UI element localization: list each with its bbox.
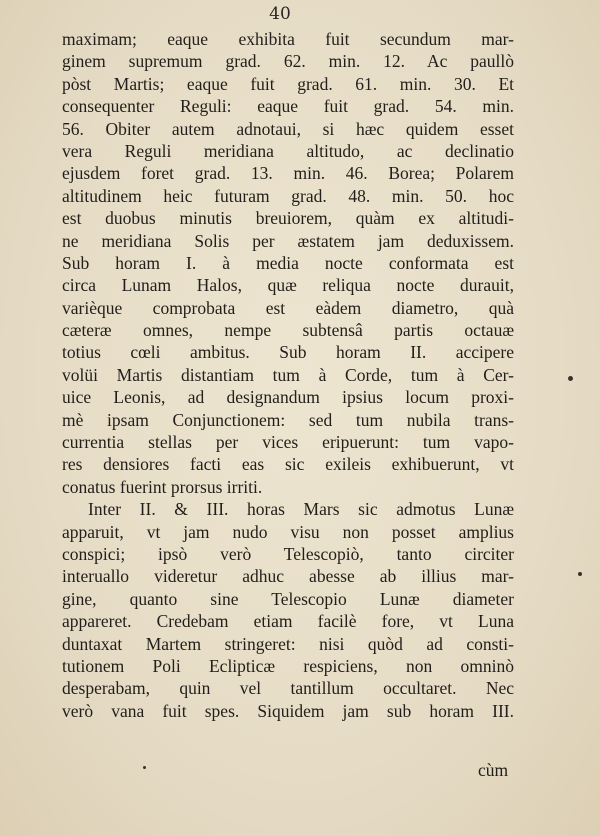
text-line: verò vana fuit spes. Siquidem jam sub horam III.: [62, 700, 514, 721]
ink-speck: [143, 766, 146, 769]
text-line: cæteræ omnes, nempe subtensâ partis octauæ: [62, 320, 514, 341]
text-line: pòst Martis; eaque fuit grad. 61. min. 30. Et: [62, 73, 514, 94]
text-line: Inter II. & III. horas Mars sic admotus Lunæ: [88, 499, 514, 520]
catchword: cùm: [478, 760, 509, 780]
text-line: conspici; ipsò verò Telescopiò, tanto circiter: [62, 543, 514, 564]
text-line: altitudinem heic futuram grad. 48. min. 50. hoc: [62, 185, 514, 206]
text-line: volüi Martis distantiam tum à Corde, tum à Cer-: [62, 364, 514, 385]
text-line: res densiores facti eas sic exileis exhibuerunt, vt: [62, 454, 514, 475]
text-line: duntaxat Martem stringeret: nisi quòd ad consti-: [62, 633, 514, 654]
page-number: 40: [269, 4, 291, 24]
ink-speck: [568, 376, 573, 381]
text-line: totius cœli ambitus. Sub horam II. accipere: [62, 342, 514, 363]
text-line: ne meridiana Solis per æstatem jam deduxissem.: [62, 230, 514, 251]
text-line: gine, quanto sine Telescopio Lunæ diameter: [62, 588, 514, 609]
text-line: vera Reguli meridiana altitudo, ac declinatio: [62, 140, 514, 161]
text-line: conatus fuerint prorsus irriti.: [62, 476, 263, 497]
text-line: consequenter Reguli: eaque fuit grad. 54. min.: [62, 96, 514, 117]
text-line: apparuit, vt jam nudo visu non posset amplius: [62, 521, 514, 542]
text-line: 56. Obiter autem adnotaui, si hæc quidem esset: [62, 118, 514, 139]
text-line: tutionem Poli Eclipticæ respiciens, non omninò: [62, 655, 514, 676]
text-line: interuallo videretur adhuc abesse ab illius mar-: [62, 566, 514, 587]
text-line: maximam; eaque exhibita fuit secundum mar-: [62, 29, 514, 49]
body-text: [62, 28, 514, 722]
text-line: mè ipsam Conjunctionem: sed tum nubila trans-: [62, 409, 514, 430]
text-line: varièque comprobata est eàdem diametro, quà: [62, 297, 514, 318]
text-line: uice Leonis, ad designandum ipsius locum proxi-: [62, 387, 514, 408]
text-line: circa Lunam Halos, quæ reliqua nocte durauit,: [62, 275, 514, 296]
ink-speck: [578, 572, 582, 576]
text-line: est duobus minutis breuiorem, quàm ex altitudi-: [62, 208, 514, 229]
text-line: desperabam, quin vel tantillum occultaret. Nec: [62, 678, 514, 699]
text-line: ginem supremum grad. 62. min. 12. Ac paullò: [62, 51, 514, 72]
text-line: currentia stellas per vices eripuerunt: tum vapo-: [62, 432, 514, 453]
text-line: Sub horam I. à media nocte conformata est: [62, 252, 514, 273]
text-line: ejusdem foret grad. 13. min. 46. Borea; Polarem: [62, 163, 514, 184]
text-line: appareret. Credebam etiam facilè fore, vt Luna: [62, 611, 514, 632]
